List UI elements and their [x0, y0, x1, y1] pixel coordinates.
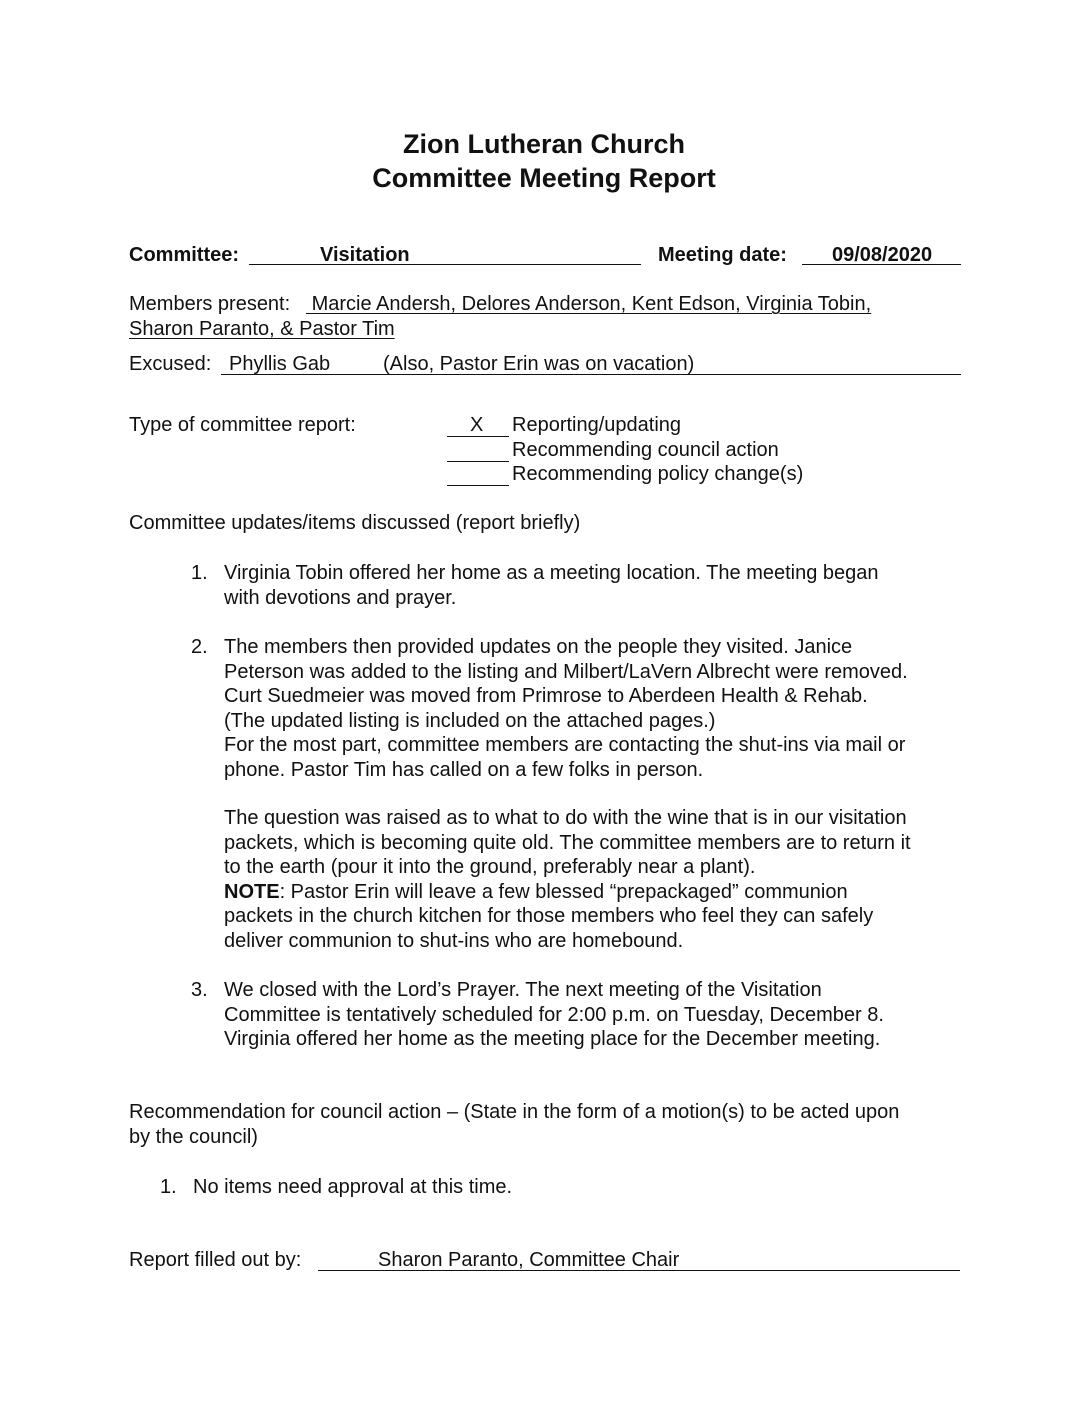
item-line: Peterson was added to the listing and Milbert/LaVern Albrecht were removed. [224, 660, 908, 683]
report-type-label: Type of committee report: [129, 414, 356, 436]
members-label: Members present: [129, 293, 291, 315]
item-line: The members then provided updates on the people they visited. Janice [224, 636, 853, 658]
committee-label: Committee: [129, 244, 240, 266]
excused-note: (Also, Pastor Erin was on vacation) [383, 353, 695, 375]
excused-underline [221, 374, 961, 375]
members-line2: Sharon Paranto, & Pastor Tim [129, 318, 395, 340]
item-line: We closed with the Lord’s Prayer. The next meeting of the Visitation [224, 979, 822, 1001]
option-text-1: Reporting/updating [512, 414, 682, 436]
item-line: Virginia Tobin offered her home as a meeting location. The meeting began [224, 562, 879, 584]
list-item [224, 561, 879, 610]
recommendation-heading [129, 1100, 899, 1149]
recommendation-line: Recommendation for council action – (State in the form of a motion(s) to be acted upon [129, 1101, 900, 1123]
filled-by-underline [318, 1270, 960, 1271]
page-subtitle: Committee Meeting Report [372, 163, 716, 193]
item-line: deliver communion to shut-ins who are homebound. [224, 929, 684, 952]
item-line: Curt Suedmeier was moved from Primrose to Aberdeen Health & Rehab. [224, 685, 868, 708]
option-text-3: Recommending policy change(s) [512, 463, 804, 485]
item-line: with devotions and prayer. [224, 586, 457, 609]
excused-name: Phyllis Gab [229, 353, 331, 375]
option-blank-2 [447, 461, 509, 462]
committee-underline [249, 264, 641, 265]
item-line: For the most part, committee members are contacting the shut-ins via mail or [224, 734, 906, 757]
option-blank-3 [447, 485, 509, 486]
list-item-continued [224, 806, 911, 954]
item-line: Committee is tentatively scheduled for 2:00 p.m. on Tuesday, December 8. [224, 1003, 884, 1026]
page-title: Zion Lutheran Church [403, 129, 685, 159]
item-line: packets in the church kitchen for those members who feel they can safely [224, 905, 874, 928]
note-line [224, 880, 911, 905]
option-mark-1: X [470, 414, 484, 436]
filled-by-value: Sharon Paranto, Committee Chair [378, 1249, 680, 1271]
note-label: NOTE [224, 880, 280, 903]
item-line: The question was raised as to what to do with the wine that is in our visitation [224, 807, 907, 829]
list-item [224, 635, 908, 783]
meeting-date-underline [802, 264, 961, 265]
item-line: to the earth (pour it into the ground, preferably near a plant). [224, 856, 756, 879]
list-item [224, 978, 884, 1052]
meeting-date-value: 09/08/2020 [832, 244, 933, 266]
list-item: No items need approval at this time. [193, 1176, 513, 1198]
committee-value: Visitation [320, 244, 410, 266]
updates-heading: Committee updates/items discussed (report briefly) [129, 512, 581, 534]
item-line: packets, which is becoming quite old. The committee members are to return it [224, 831, 911, 854]
option-text-2: Recommending council action [512, 439, 779, 461]
excused-label: Excused: [129, 353, 212, 375]
members-line1: Marcie Andersh, Delores Anderson, Kent Edson, Virginia Tobin, [311, 293, 872, 315]
item-line: Virginia offered her home as the meeting place for the December meeting. [224, 1028, 881, 1051]
note-text: : Pastor Erin will leave a few blessed “prepackaged” communion [279, 880, 848, 903]
filled-by-label: Report filled out by: [129, 1249, 302, 1271]
recommendation-line: by the council) [129, 1125, 258, 1148]
item-line: (The updated listing is included on the attached pages.) [224, 709, 716, 732]
item-number: 1. [191, 562, 208, 584]
item-number: 1. [160, 1176, 177, 1198]
item-number: 2. [191, 636, 208, 658]
item-number: 3. [191, 979, 208, 1001]
meeting-date-label: Meeting date: [658, 244, 787, 266]
item-line: phone. Pastor Tim has called on a few folks in person. [224, 758, 704, 781]
